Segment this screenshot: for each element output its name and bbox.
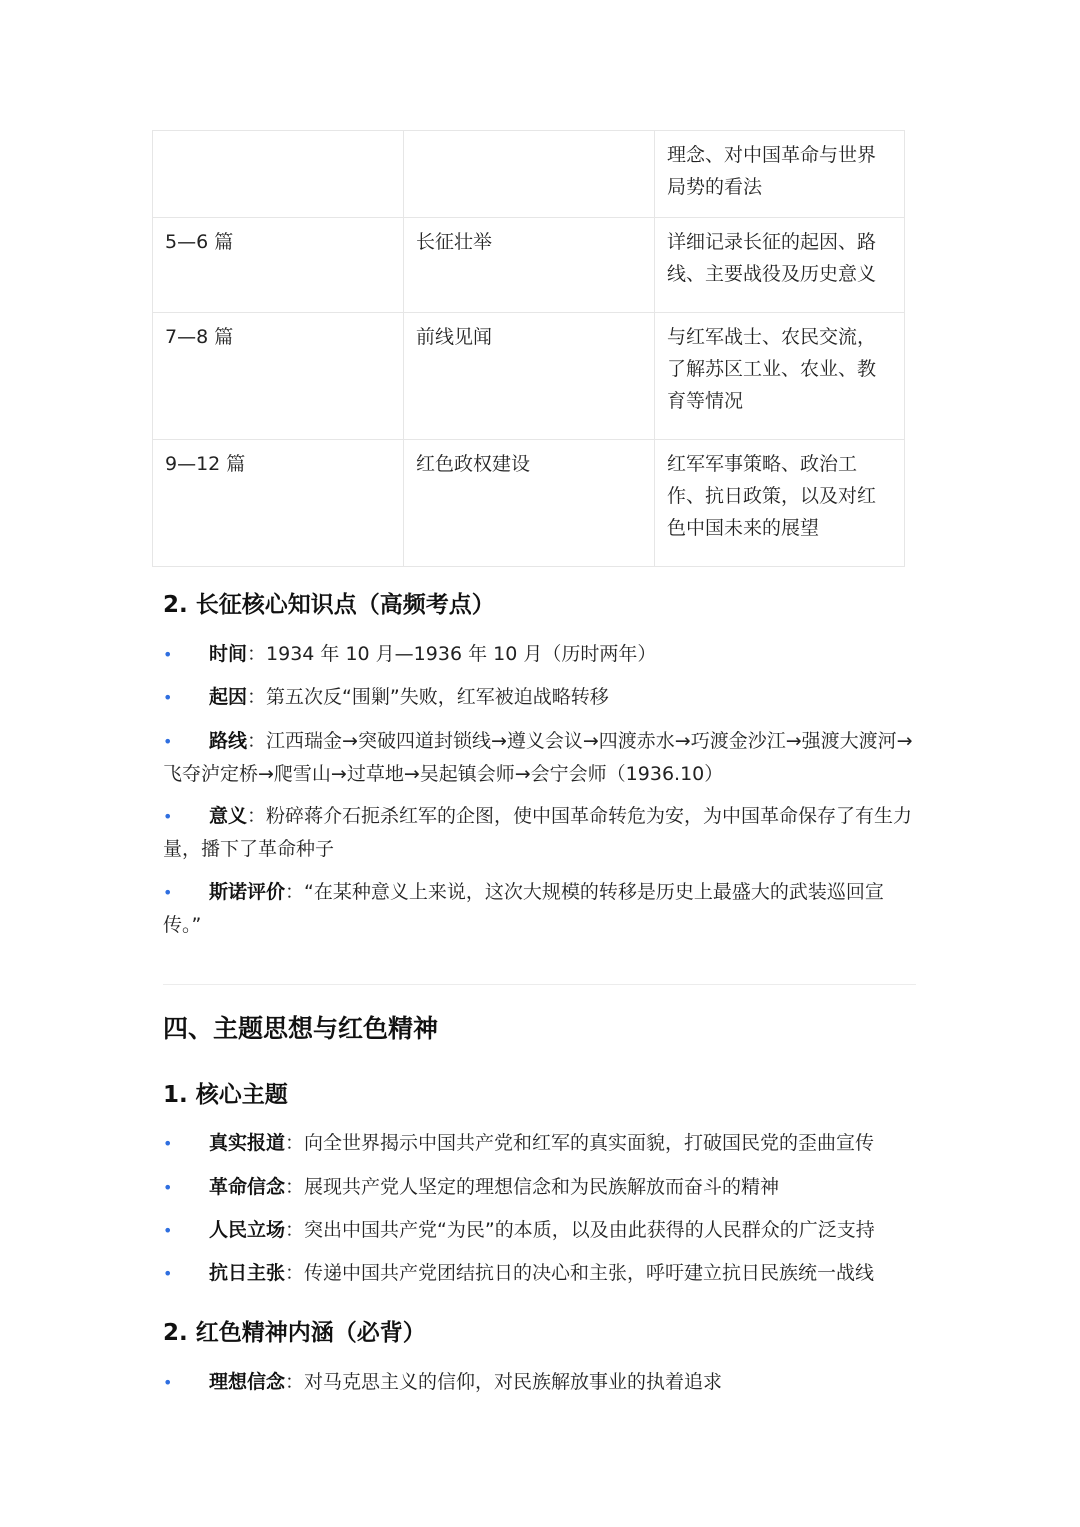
item-text: 对马克思主义的信仰，对民族解放事业的执着追求 [304,1371,723,1393]
table-cell-content: 详细记录长征的起因、路线、主要战役及历史意义 [655,218,905,313]
item-term: 真实报道 [209,1132,286,1154]
item-text: 突出中国共产党“为民”的本质，以及由此获得的人民群众的广泛支持 [304,1219,875,1241]
item-separator: ： [247,643,267,665]
item-separator: ： [285,1132,305,1154]
item-separator: ： [285,1219,305,1241]
bullet-icon: • [163,732,173,751]
table-row [153,440,905,567]
table-cell-content: 理念、对中国革命与世界局势的看法 [655,131,905,218]
red-spirit-heading: 2. 红色精神内涵（必背） [163,1320,426,1346]
item-separator: ： [247,805,267,827]
table-cell-topic: 长征壮举 [404,218,655,313]
table-cell-topic: 前线见闻 [404,313,655,440]
item-term: 理想信念 [209,1371,286,1393]
bullet-icon: • [163,1134,173,1153]
item-text: 粉碎蒋介石扼杀红军的企图，使中国革命转危为安，为中国革命保存了有生力量，播下了革命种子 [163,805,913,860]
bullet-icon: • [163,645,173,664]
table-cell-content: 与红军战士、农民交流，了解苏区工业、农业、教育等情况 [655,313,905,440]
bullet-icon: • [163,1373,173,1392]
table-cell-topic: 红色政权建设 [404,440,655,567]
item-term: 意义 [209,805,248,827]
item-term: 路线 [209,730,248,752]
list-item [163,725,918,791]
bullet-icon: • [163,1178,173,1197]
bullet-icon: • [163,883,173,902]
item-text: 展现共产党人坚定的理想信念和为民族解放而奋斗的精神 [304,1176,780,1198]
item-term: 抗日主张 [209,1262,286,1284]
bullet-icon: • [163,688,173,707]
chapter-table [152,130,905,567]
table-cell-range: 7—8 篇 [153,313,404,440]
item-text: 1934 年 10 月—1936 年 10 月（历时两年） [266,643,657,665]
table-cell-content: 红军军事策略、政治工作、抗日政策，以及对红色中国未来的展望 [655,440,905,567]
bullet-icon: • [163,807,173,826]
item-text: 第五次反“围剿”失败，红军被迫战略转移 [266,686,609,708]
chapter-heading: 四、主题思想与红色精神 [163,1014,439,1043]
item-text: “在某种意义上来说，这次大规模的转移是历史上最盛大的武装巡回宣传。” [163,881,884,936]
table-row [153,313,905,440]
item-separator: ： [247,730,267,752]
item-term: 时间 [209,643,248,665]
list-item [163,1257,918,1290]
item-separator: ： [285,1371,305,1393]
table-row [153,218,905,313]
item-term: 起因 [209,686,248,708]
item-separator: ： [285,881,305,903]
bullet-icon: • [163,1264,173,1283]
bullet-icon: • [163,1221,173,1240]
item-separator: ： [247,686,267,708]
list-item [163,681,918,714]
list-item [163,638,918,671]
list-item [163,1366,918,1399]
item-text: 传递中国共产党团结抗日的决心和主张，呼吁建立抗日民族统一战线 [304,1262,875,1284]
table-cell-range [153,131,404,218]
item-term: 革命信念 [209,1176,286,1198]
table-cell-range: 5—6 篇 [153,218,404,313]
longmarch-heading: 2. 长征核心知识点（高频考点） [163,592,495,618]
item-text: 向全世界揭示中国共产党和红军的真实面貌，打破国民党的歪曲宣传 [304,1132,875,1154]
table-cell-range: 9—12 篇 [153,440,404,567]
list-item [163,1171,918,1204]
item-separator: ： [285,1176,305,1198]
table-cell-topic [404,131,655,218]
table-row [153,131,905,218]
list-item [163,800,918,866]
item-text: 江西瑞金→突破四道封锁线→遵义会议→四渡赤水→巧渡金沙江→强渡大渡河→飞夺泸定桥→爬雪山→过草地→吴起镇会师→会宁会师（1936.10） [163,730,913,785]
list-item [163,1127,918,1160]
list-item [163,876,918,942]
section-divider [163,984,916,985]
core-theme-heading: 1. 核心主题 [163,1082,288,1108]
list-item [163,1214,918,1247]
item-term: 人民立场 [209,1219,286,1241]
item-term: 斯诺评价 [209,881,286,903]
item-separator: ： [285,1262,305,1284]
